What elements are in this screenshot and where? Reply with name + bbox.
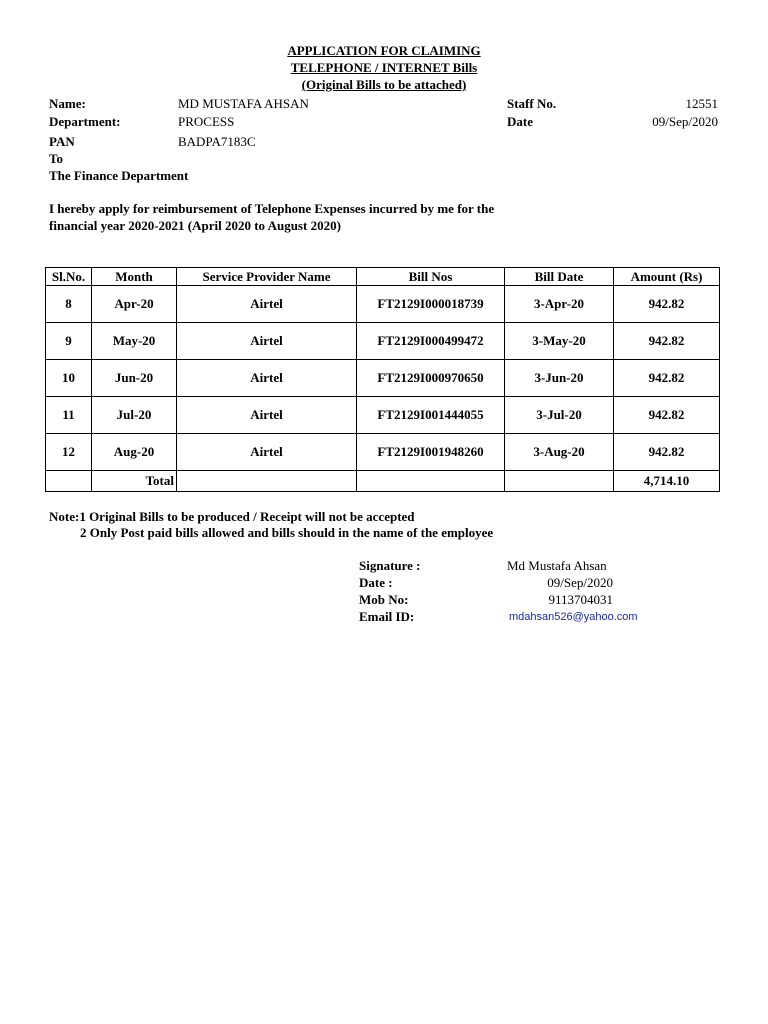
col-header-slno: Sl.No. [46,268,92,286]
cell-bill-no: FT2129I001948260 [357,434,505,471]
cell-month: Aug-20 [92,434,177,471]
table-total-row [46,471,720,492]
cell-bill-no: FT2129I000018739 [357,286,505,323]
pan-value: BADPA7183C [178,134,256,149]
sign-date-value: 09/Sep/2020 [547,575,613,590]
department-label: Department: [49,114,121,129]
cell-month: Jul-20 [92,397,177,434]
note-line2: 2 Only Post paid bills allowed and bills should in the name of the employee [80,525,494,540]
mobile-label: Mob No: [359,592,409,607]
cell-provider: Airtel [177,434,357,471]
table-row [46,434,720,471]
cell-empty [505,471,614,492]
request-line2: financial year 2020-2021 (April 2020 to August 2020) [49,218,341,233]
name-label: Name: [49,96,86,111]
form-title-line2: TELEPHONE / INTERNET Bills [290,60,478,75]
cell-empty [46,471,92,492]
total-amount: 4,714.10 [614,471,720,492]
request-line1: I hereby apply for reimbursement of Telephone Expenses incurred by me for the [49,201,495,216]
email-label: Email ID: [359,609,415,624]
cell-bill-date: 3-May-20 [505,323,614,360]
cell-slno: 8 [46,286,92,323]
table-row [46,360,720,397]
bills-table [45,267,720,492]
cell-provider: Airtel [177,397,357,434]
pan-label: PAN [49,134,75,149]
cell-slno: 9 [46,323,92,360]
name-value: MD MUSTAFA AHSAN [178,96,309,111]
col-header-bill-date: Bill Date [505,268,614,286]
cell-bill-date: 3-Jun-20 [505,360,614,397]
form-title-line3: (Original Bills to be attached) [301,77,467,92]
cell-bill-no: FT2129I001444055 [357,397,505,434]
cell-amount: 942.82 [614,434,720,471]
cell-month: Apr-20 [92,286,177,323]
email-value: mdahsan526@yahoo.com [509,611,638,623]
date-value: 09/Sep/2020 [652,114,718,129]
cell-bill-date: 3-Aug-20 [505,434,614,471]
to-label: To [49,151,63,166]
cell-amount: 942.82 [614,286,720,323]
cell-provider: Airtel [177,286,357,323]
cell-slno: 11 [46,397,92,434]
cell-amount: 942.82 [614,323,720,360]
mobile-value: 9113704031 [548,592,613,607]
department-value: PROCESS [178,114,235,129]
col-header-amount: Amount (Rs) [614,268,720,286]
cell-bill-date: 3-Jul-20 [505,397,614,434]
cell-amount: 942.82 [614,397,720,434]
table-row [46,397,720,434]
sign-date-label: Date : [359,575,393,590]
signature-label: Signature : [359,558,421,573]
col-header-month: Month [92,268,177,286]
table-row [46,323,720,360]
note-line1: Note:1 Original Bills to be produced / Receipt will not be accepted [49,509,415,524]
staff-no-label: Staff No. [507,96,557,111]
cell-bill-no: FT2129I000970650 [357,360,505,397]
col-header-bill-nos: Bill Nos [357,268,505,286]
addressee: The Finance Department [49,168,189,183]
total-label: Total [92,471,177,492]
cell-bill-no: FT2129I000499472 [357,323,505,360]
col-header-provider: Service Provider Name [177,268,357,286]
cell-month: Jun-20 [92,360,177,397]
signature-value: Md Mustafa Ahsan [507,558,607,573]
cell-month: May-20 [92,323,177,360]
cell-bill-date: 3-Apr-20 [505,286,614,323]
cell-provider: Airtel [177,323,357,360]
cell-empty [357,471,505,492]
table-row [46,286,720,323]
cell-amount: 942.82 [614,360,720,397]
table-header-row [46,268,720,286]
date-label: Date [507,114,533,129]
cell-provider: Airtel [177,360,357,397]
staff-no-value: 12551 [685,96,718,111]
form-title-line1: APPLICATION FOR CLAIMING [287,43,481,58]
cell-empty [177,471,357,492]
cell-slno: 10 [46,360,92,397]
cell-slno: 12 [46,434,92,471]
